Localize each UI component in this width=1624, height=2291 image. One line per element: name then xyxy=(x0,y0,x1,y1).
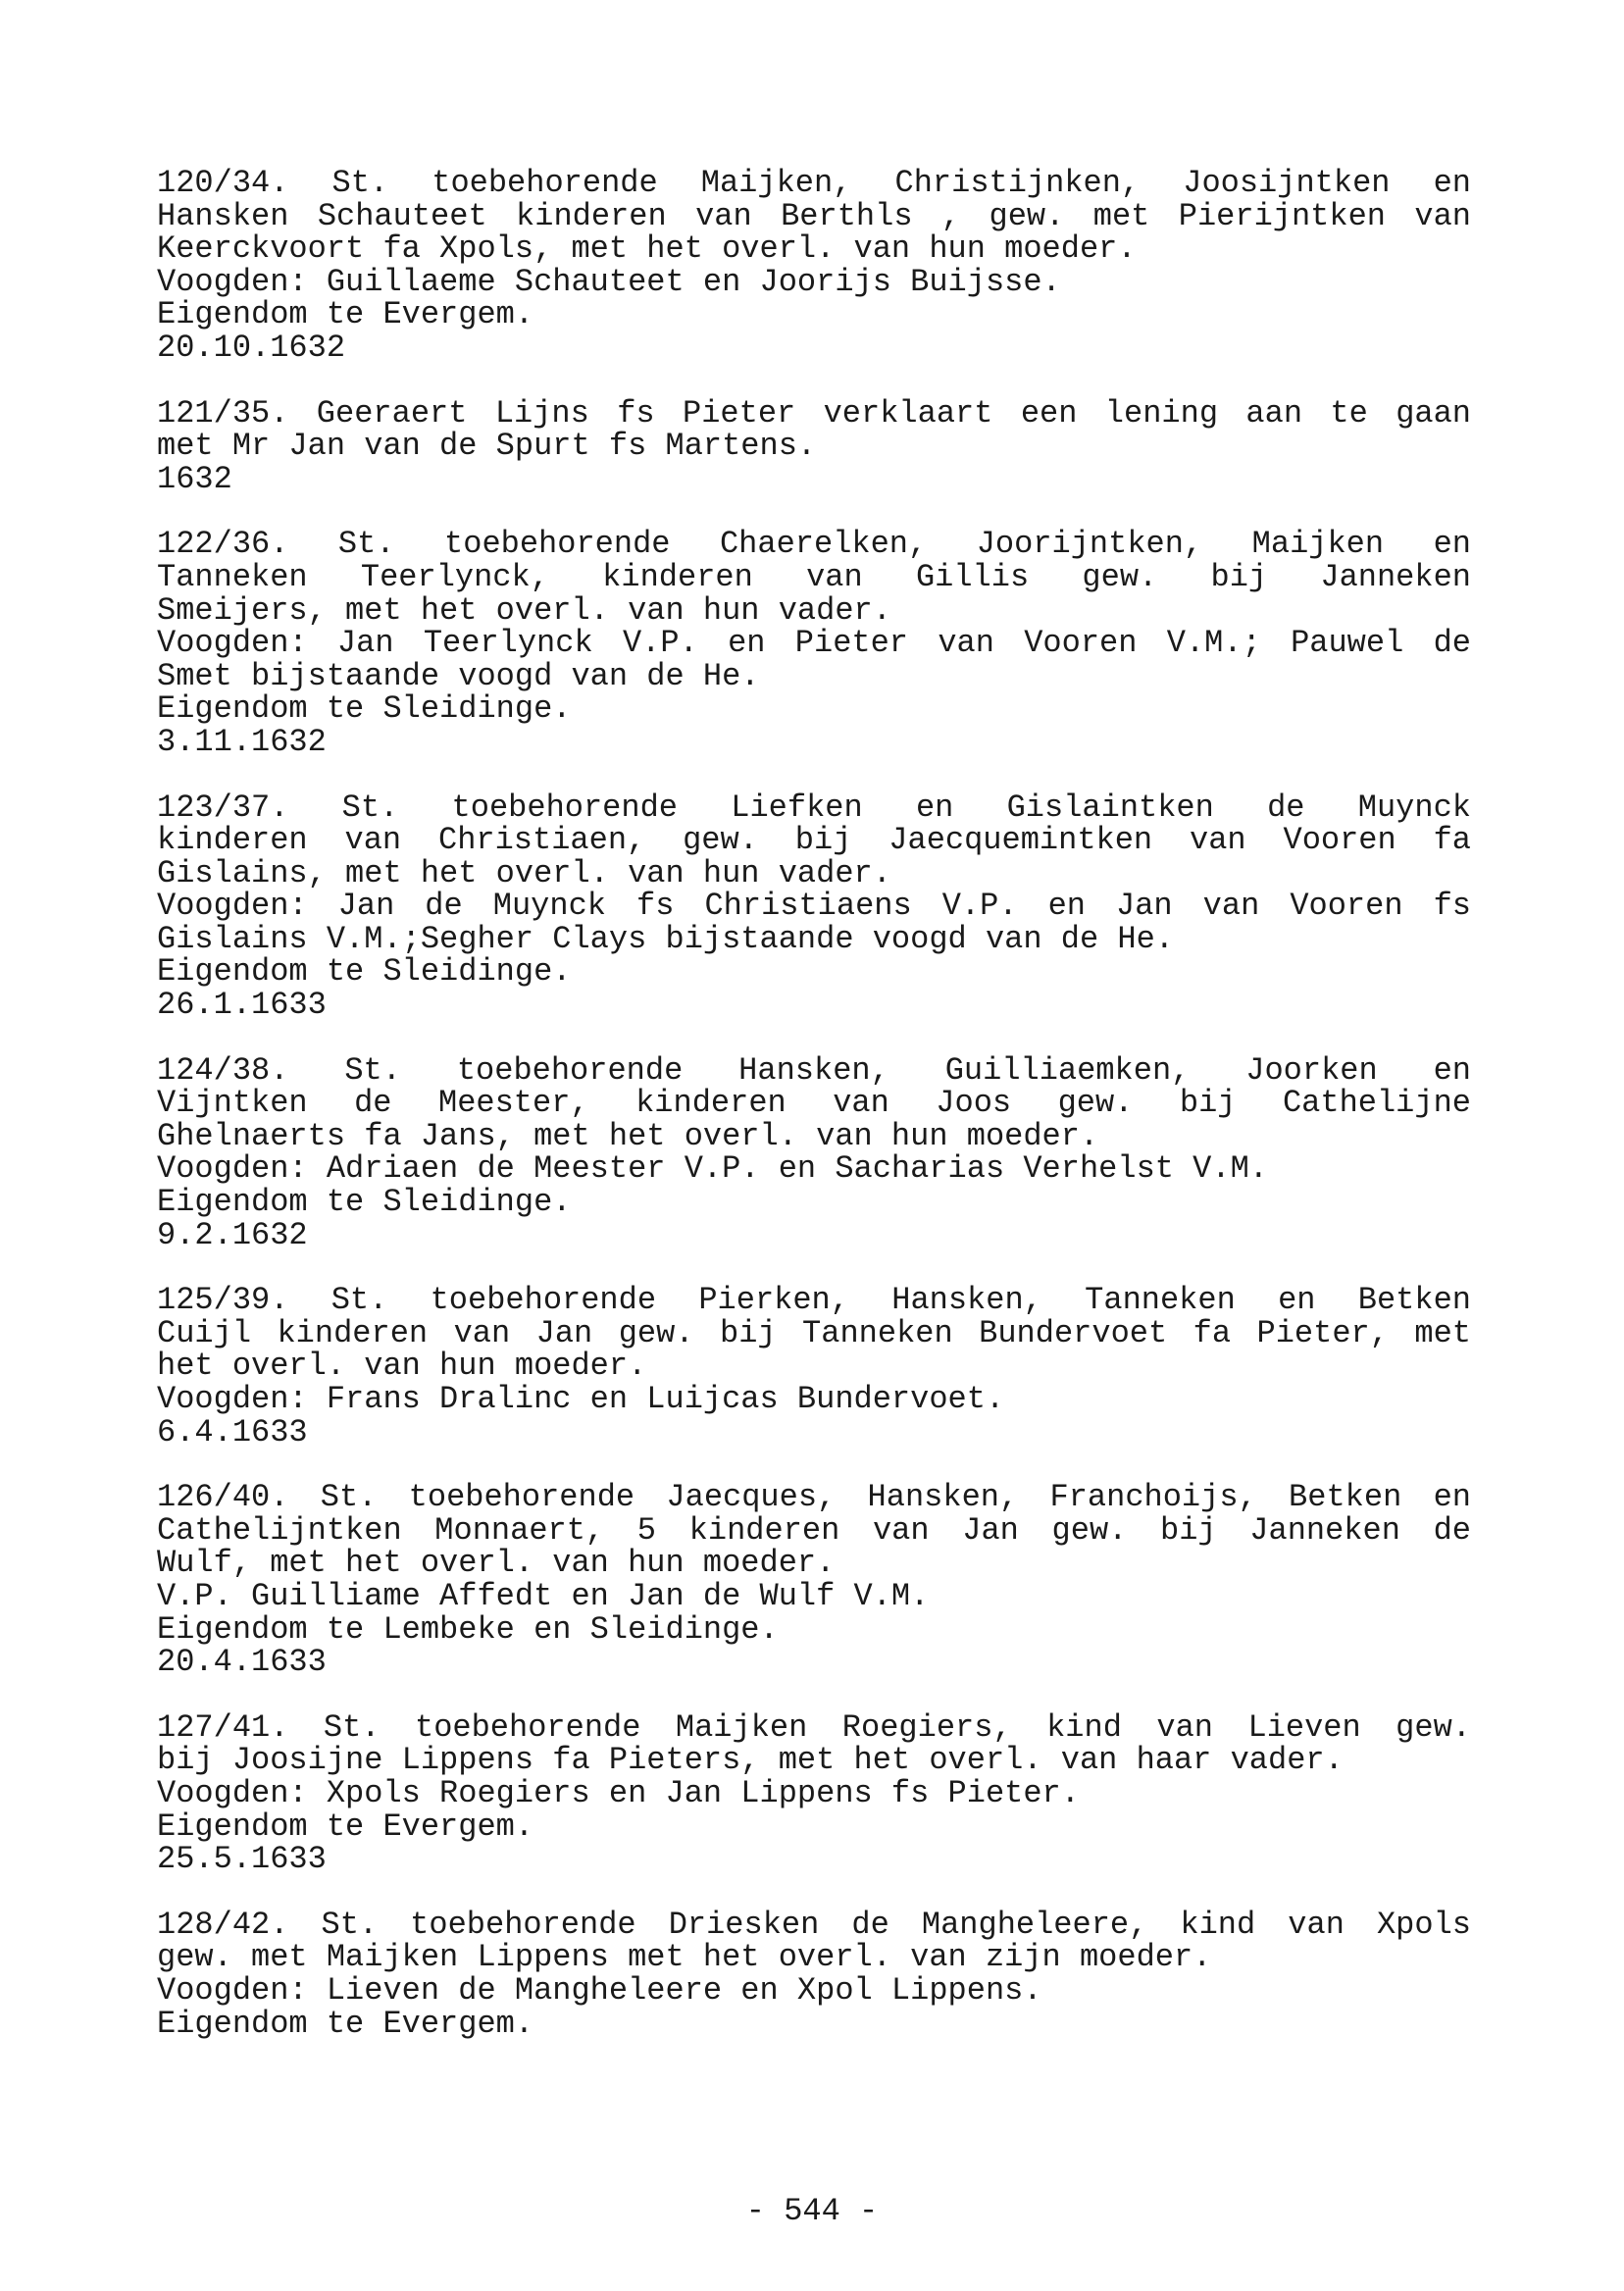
entry-line: Eigendom te Sleidinge. xyxy=(157,953,572,991)
entry-line: met Mr Jan van de Spurt fs Martens. xyxy=(157,428,817,465)
entry-line: Cathelijntken Monnaert, 5 kinderen van Jan gew. bij Janneken de xyxy=(157,1511,1471,1549)
entry-line: 20.10.1632 xyxy=(157,329,346,366)
entry-line: Gislains, met het overl. van hun vader. xyxy=(157,854,891,891)
entry-line: 6.4.1633 xyxy=(157,1413,308,1451)
entry-line: 125/39. St. toebehorende Pierken, Hansken, Tanneken en Betken xyxy=(157,1282,1471,1319)
entry-line: Ghelnaerts fa Jans, met het overl. van hun moeder. xyxy=(157,1117,1099,1154)
entry-line: 20.4.1633 xyxy=(157,1644,327,1681)
entry-line: 121/35. Geeraert Lijns fs Pieter verklaart een lening aan te gaan xyxy=(157,394,1471,432)
entry-122-36 xyxy=(157,528,1471,758)
entry-line: gew. met Maijken Lippens met het overl. van zijn moeder. xyxy=(157,1939,1212,1976)
entry-121-35 xyxy=(157,394,1471,497)
entry-line: 26.1.1633 xyxy=(157,987,327,1024)
entry-line: Eigendom te Lembeke en Sleidinge. xyxy=(157,1610,779,1648)
entry-line: 128/42. St. toebehorende Driesken de Mangheleere, kind van Xpols xyxy=(157,1906,1471,1943)
page-number: - 544 - xyxy=(745,2193,879,2229)
entry-line: het overl. van hun moeder. xyxy=(157,1348,647,1385)
entry-line: Voogden: Frans Dralinc en Luijcas Bundervoet. xyxy=(157,1381,1005,1417)
entry-line: Keerckvoort fa Xpols, met het overl. van hun moeder. xyxy=(157,230,1137,268)
entry-line: 9.2.1632 xyxy=(157,1216,308,1253)
entry-line: Smet bijstaande voogd van de He. xyxy=(157,657,760,694)
entry-line: 25.5.1633 xyxy=(157,1841,327,1878)
entry-line: 127/41. St. toebehorende Maijken Roegiers, kind van Lieven gew. xyxy=(157,1708,1471,1746)
entry-line: V.P. Guilliame Affedt en Jan de Wulf V.M. xyxy=(157,1577,930,1614)
entry-line: 1632 xyxy=(157,460,232,497)
entry-127-41 xyxy=(157,1708,1471,1878)
entry-line: 126/40. St. toebehorende Jaecques, Hansken, Franchoijs, Betken en xyxy=(157,1479,1471,1516)
entry-126-40 xyxy=(157,1481,1471,1679)
entry-128-42 xyxy=(157,1906,1471,2042)
entry-line: Voogden: Jan de Muynck fs Christiaens V.P. en Jan van Vooren fs xyxy=(157,888,1471,925)
entries-list xyxy=(157,167,1471,2072)
entry-line: bij Joosijne Lippens fa Pieters, met het overl. van haar vader. xyxy=(157,1742,1344,1779)
entry-line: Tanneken Teerlynck, kinderen van Gillis gew. bij Janneken xyxy=(157,558,1471,595)
entry-line: Cuijl kinderen van Jan gew. bij Tanneken Bundervoet fa Pieter, met xyxy=(157,1314,1471,1351)
entry-line: Wulf, met het overl. van hun moeder. xyxy=(157,1545,836,1582)
entry-120-34 xyxy=(157,167,1471,365)
entry-123-37 xyxy=(157,791,1471,1022)
entry-line: kinderen van Christiaen, gew. bij Jaecquemintken van Vooren fa xyxy=(157,822,1471,859)
entry-line: Voogden: Jan Teerlynck V.P. en Pieter van Vooren V.M.; Pauwel de xyxy=(157,625,1471,662)
entry-line: 120/34. St. toebehorende Maijken, Christijnken, Joosijntken en xyxy=(157,165,1471,201)
entry-line: Voogden: Adriaen de Meester V.P. en Sacharias Verhelst V.M. xyxy=(157,1150,1268,1188)
entry-line: 123/37. St. toebehorende Liefken en Gislaintken de Muynck xyxy=(157,789,1471,826)
entry-line: Hansken Schauteet kinderen van Berthls , gew. met Pierijntken van xyxy=(157,197,1471,234)
entry-line: Vijntken de Meester, kinderen van Joos gew. bij Cathelijne xyxy=(157,1085,1471,1122)
entry-line: Voogden: Lieven de Mangheleere en Xpol Lippens. xyxy=(157,1971,1042,2009)
entry-line: Eigendom te Sleidinge. xyxy=(157,1184,572,1221)
entry-line: Voogden: Guillaeme Schauteet en Joorijs Buijsse. xyxy=(157,263,1061,300)
entry-line: Voogden: Xpols Roegiers en Jan Lippens fs Pieter. xyxy=(157,1774,1080,1811)
entry-line: Smeijers, met het overl. van hun vader. xyxy=(157,591,891,629)
entry-124-38 xyxy=(157,1051,1471,1253)
entry-line: Eigendom te Evergem. xyxy=(157,296,534,333)
entry-line: 122/36. St. toebehorende Chaerelken, Joorijntken, Maijken en xyxy=(157,526,1471,563)
entry-line: Eigendom te Sleidinge. xyxy=(157,690,572,728)
entry-125-39 xyxy=(157,1284,1471,1449)
entry-line: Eigendom te Evergem. xyxy=(157,2005,534,2042)
entry-line: Gislains V.M.;Segher Clays bijstaande voogd van de He. xyxy=(157,920,1174,957)
entry-line: 124/38. St. toebehorende Hansken, Guilliaemken, Joorken en xyxy=(157,1051,1471,1089)
entry-line: 3.11.1632 xyxy=(157,723,327,760)
entry-line: Eigendom te Evergem. xyxy=(157,1807,534,1845)
